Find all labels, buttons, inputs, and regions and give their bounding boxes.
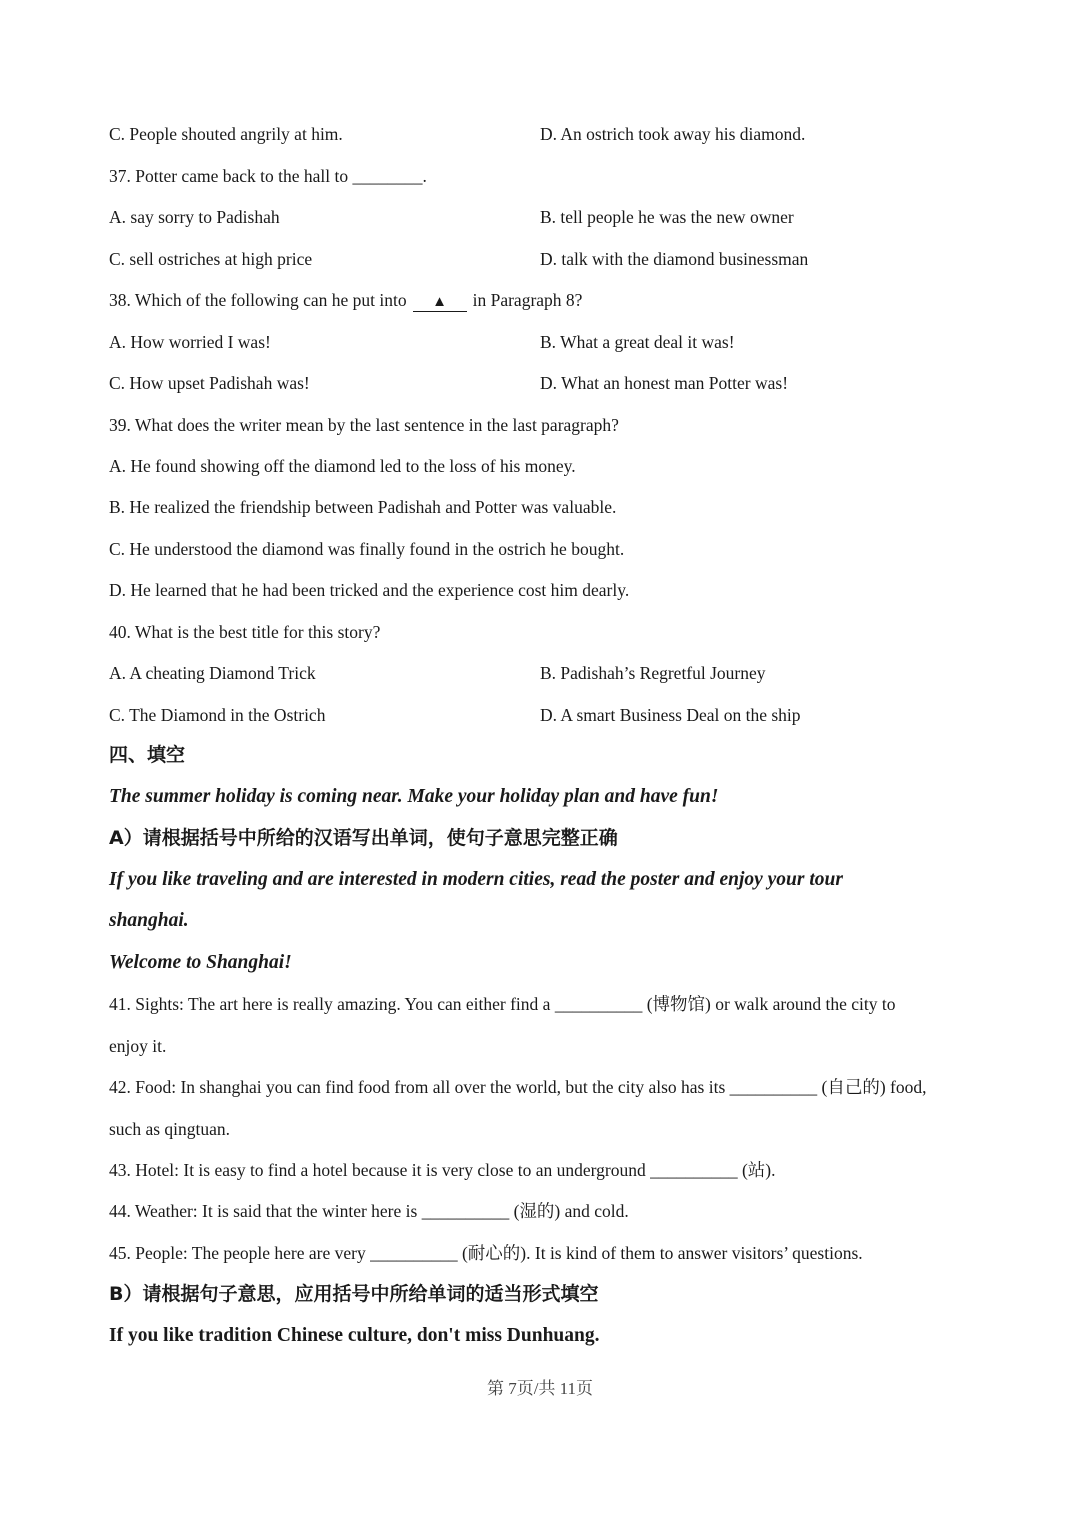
q40-stem: 40. What is the best title for this story? [109,622,381,642]
q39-option-a: A. He found showing off the diamond led to the loss of his money. [109,456,576,476]
triangle-marker-icon: ▲ [413,293,467,312]
q40-option-a: A. A cheating Diamond Trick [109,663,316,683]
q39-option-d: D. He learned that he had been tricked and the experience cost him dearly. [109,580,630,600]
q42-line-2: such as qingtuan. [109,1119,231,1139]
q38-option-d: D. What an honest man Potter was! [540,373,789,393]
part-a-intro-line-2: shanghai. [109,910,189,931]
q40-option-b: B. Padishah’s Regretful Journey [540,663,766,683]
q37-option-c: C. sell ostriches at high price [109,249,313,269]
page-footer: 第 7页/共 11页 [486,1379,594,1398]
q42-line-1: 42. Food: In shanghai you can find food from all over the world, but the city also has its __________ (自己的) food, [109,1077,927,1097]
q39-option-c: C. He understood the diamond was finally found in the ostrich he bought. [109,539,625,559]
part-a-welcome: Welcome to Shanghai! [109,952,292,973]
part-b-title: B）请根据句子意思，应用括号中所给单词的适当形式填空 [109,1283,599,1305]
section-4-title: 四、填空 [109,744,186,766]
q45: 45. People: The people here are very __________ (耐心的). It is kind of them to answer visitors’ questions. [109,1243,863,1263]
part-a-title: A）请根据括号中所给的汉语写出单词，使句子意思完整正确 [109,827,618,849]
q37-option-b: B. tell people he was the new owner [540,207,794,227]
q39-option-b: B. He realized the friendship between Padishah and Potter was valuable. [109,497,617,517]
q38-option-a: A. How worried I was! [109,332,271,352]
q36-option-d: D. An ostrich took away his diamond. [540,124,806,144]
q39-stem: 39. What does the writer mean by the last sentence in the last paragraph? [109,415,619,435]
part-b-intro: If you like tradition Chinese culture, don't miss Dunhuang. [109,1325,600,1346]
q44: 44. Weather: It is said that the winter here is __________ (湿的) and cold. [109,1201,629,1221]
q38-stem [109,289,582,312]
q37-stem: 37. Potter came back to the hall to ________. [109,166,427,186]
q37-option-d: D. talk with the diamond businessman [540,249,809,269]
q40-option-c: C. The Diamond in the Ostrich [109,705,326,725]
q38-option-b: B. What a great deal it was! [540,332,735,352]
q38-stem-before: 38. Which of the following can he put into [109,290,407,310]
q36-option-c: C. People shouted angrily at him. [109,124,343,144]
q38-stem-after: in Paragraph 8? [472,290,583,310]
q43: 43. Hotel: It is easy to find a hotel because it is very close to an underground __________ (站). [109,1160,776,1180]
q41-line-1: 41. Sights: The art here is really amazing. You can either find a __________ (博物馆) or walk around the city to [109,994,896,1014]
q37-option-a: A. say sorry to Padishah [109,207,280,227]
q38-option-c: C. How upset Padishah was! [109,373,310,393]
q41-line-2: enjoy it. [109,1036,167,1056]
section-4-intro: The summer holiday is coming near. Make your holiday plan and have fun! [109,786,719,807]
q40-option-d: D. A smart Business Deal on the ship [540,705,801,725]
part-a-intro-line-1: If you like traveling and are interested in modern cities, read the poster and enjoy your tour [109,869,843,890]
